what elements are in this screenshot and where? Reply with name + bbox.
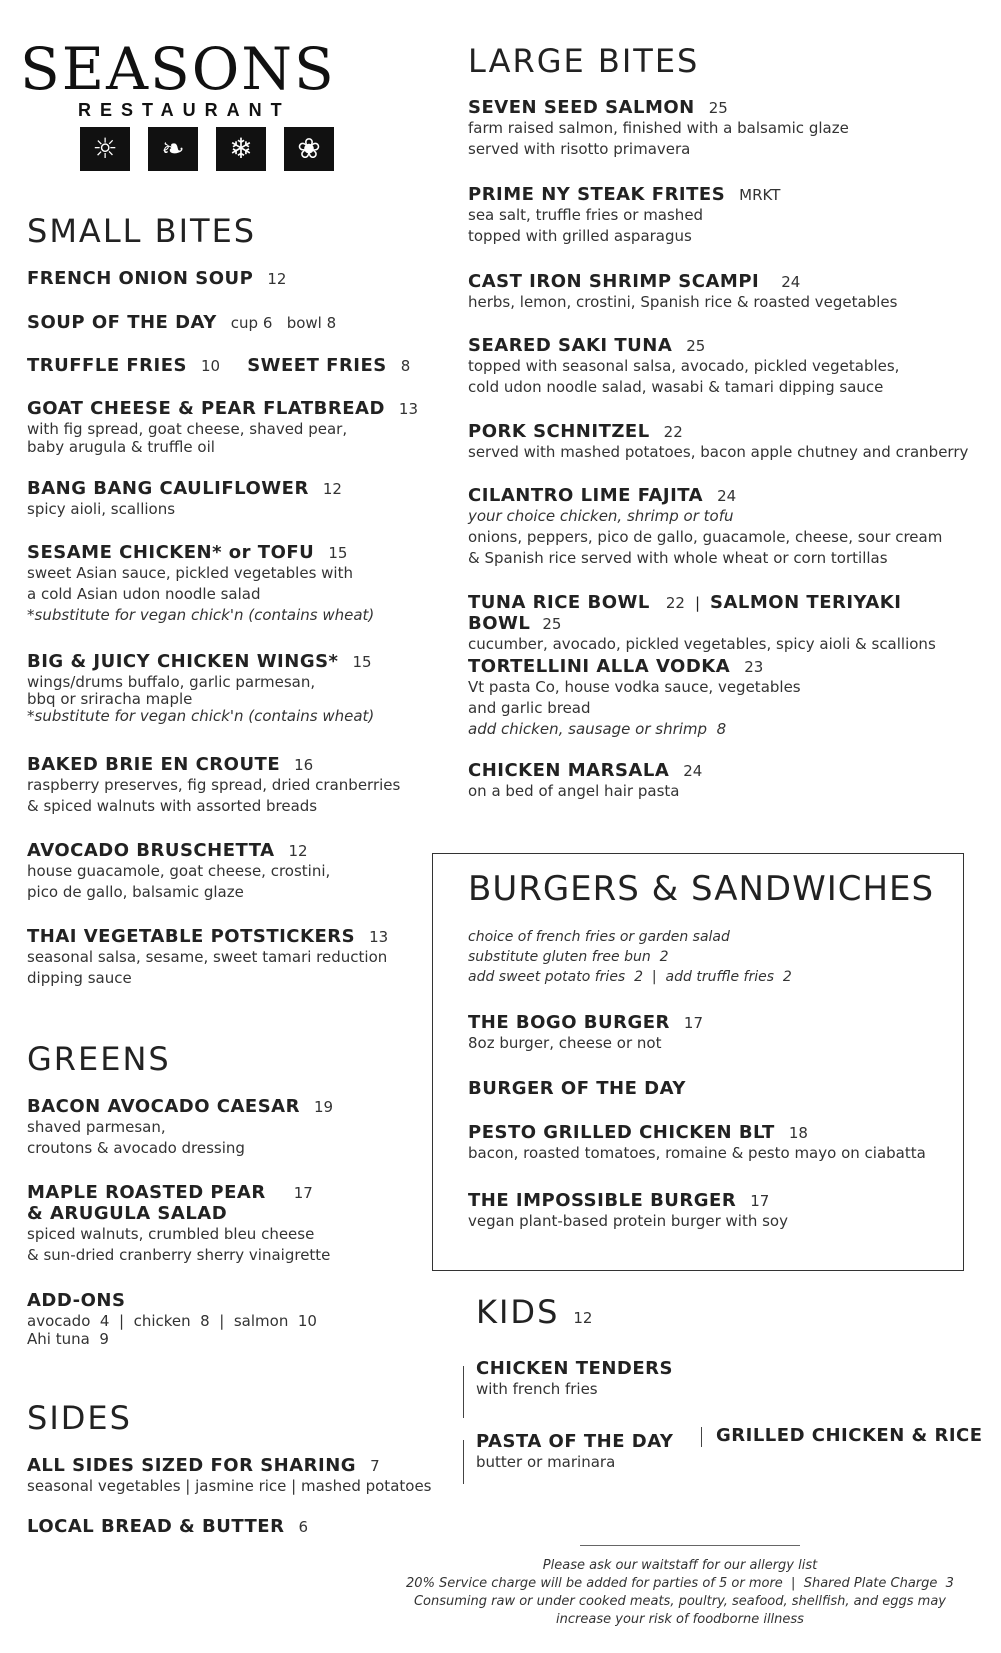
item-price: 8 — [400, 357, 411, 375]
item-desc: sweet Asian sauce, pickled vegetables with — [27, 564, 353, 582]
menu-item — [27, 754, 447, 817]
menu-item — [468, 421, 978, 463]
logo-wordmark: SEASONS — [20, 35, 336, 103]
item-price: 25 — [542, 615, 562, 633]
item-price: 24 — [683, 762, 703, 780]
item-name: ALL SIDES SIZED FOR SHARING — [27, 1455, 357, 1476]
item-name: AVOCADO BRUSCHETTA — [27, 840, 275, 861]
item-desc: topped with grilled asparagus — [468, 227, 692, 245]
item-desc: avocado 4 | chicken 8 | salmon 10 — [27, 1312, 317, 1330]
item-note: *substitute for vegan chick'n (contains wheat) — [27, 606, 375, 624]
item-price: MRKT — [739, 186, 781, 204]
item-price: 12 — [267, 270, 287, 288]
item-price: 19 — [313, 1098, 334, 1116]
menu-item — [468, 485, 978, 569]
item-desc: on a bed of angel hair pasta — [468, 782, 680, 800]
item-price: 25 — [686, 337, 706, 355]
item-desc: with fig spread, goat cheese, shaved pear, — [27, 420, 348, 438]
footer-rule — [580, 1545, 800, 1546]
item-desc: Vt pasta Co, house vodka sauce, vegetables — [468, 678, 801, 696]
item-name: CHICKEN MARSALA — [468, 760, 670, 781]
menu-item — [468, 271, 978, 313]
item-name: THAI VEGETABLE POTSTICKERS — [27, 926, 356, 947]
menu-item — [27, 840, 447, 903]
item-desc: seasonal salsa, sesame, sweet tamari reduction — [27, 948, 388, 966]
item-desc: cucumber, avocado, pickled vegetables, spicy aioli & scallions — [468, 635, 936, 653]
item-name: SESAME CHICKEN* or TOFU — [27, 542, 315, 563]
item-desc: with french fries — [476, 1380, 598, 1398]
item-desc: butter or marinara — [476, 1453, 616, 1471]
item-price: 16 — [294, 756, 314, 774]
item-price: 24 — [781, 273, 801, 291]
item-name: GRILLED CHICKEN & RICE — [716, 1425, 983, 1446]
item-desc: sea salt, truffle fries or mashed — [468, 206, 704, 224]
item-desc: & sun-dried cranberry sherry vinaigrette — [27, 1246, 331, 1264]
item-note: *substitute for vegan chick'n (contains wheat) — [27, 707, 375, 725]
item-name: PORK SCHNITZEL — [468, 421, 650, 442]
item-name: BANG BANG CAULIFLOWER — [27, 478, 309, 499]
menu-item — [27, 312, 447, 333]
item-price: 22 — [665, 594, 685, 612]
item-price: 18 — [788, 1124, 808, 1142]
menu-item — [468, 656, 978, 740]
item-name: CILANTRO LIME FAJITA — [468, 485, 704, 506]
menu-item — [27, 1182, 447, 1266]
menu-item — [468, 335, 978, 398]
item-price: 12 — [322, 480, 342, 498]
item-price: 25 — [708, 99, 728, 117]
flower-icon: ❀ — [284, 127, 334, 171]
item-name: BURGER OF THE DAY — [468, 1078, 686, 1099]
menu-item — [468, 1078, 978, 1099]
sides-heading: SIDES — [27, 1399, 132, 1437]
menu-item — [476, 1431, 726, 1473]
footer-line: increase your risk of foodborne illness — [556, 1612, 804, 1627]
item-name: SEVEN SEED SALMON — [468, 97, 695, 118]
item-desc: and garlic bread — [468, 699, 591, 717]
menu-item — [27, 926, 447, 989]
menu-item — [468, 1012, 978, 1054]
divider — [701, 1427, 702, 1447]
item-price: 17 — [683, 1014, 703, 1032]
item-desc: vegan plant-based protein burger with soy — [468, 1212, 788, 1230]
note-line: add sweet potato fries 2 | add truffle fries 2 — [468, 969, 792, 985]
item-desc: raspberry preserves, fig spread, dried cranberries — [27, 776, 401, 794]
kids-title: KIDS — [476, 1293, 560, 1331]
item-price: cup 6 bowl 8 — [230, 314, 337, 332]
footer-line: Consuming raw or under cooked meats, poultry, seafood, shellfish, and eggs may — [413, 1594, 947, 1609]
item-name: CAST IRON SHRIMP SCAMPI — [468, 271, 760, 292]
menu-item — [468, 97, 978, 160]
item-price: 7 — [370, 1457, 380, 1475]
item-name-line2: & ARUGULA SALAD — [27, 1203, 228, 1224]
menu-item — [468, 1190, 978, 1232]
item-desc: bbq or sriracha maple — [27, 690, 193, 708]
item-name: PRIME NY STEAK FRITES — [468, 184, 726, 205]
item-desc: served with mashed potatoes, bacon apple chutney and cranberry — [468, 443, 969, 461]
divider: | — [694, 594, 700, 612]
menu-item — [27, 478, 447, 520]
snowflake-icon: ❄ — [216, 127, 266, 171]
item-price: 15 — [352, 653, 372, 671]
item-desc: cold udon noodle salad, wasabi & tamari dipping sauce — [468, 378, 884, 396]
item-name: SWEET FRIES — [247, 355, 387, 376]
item-price: 12 — [288, 842, 308, 860]
item-desc: wings/drums buffalo, garlic parmesan, — [27, 673, 316, 691]
item-desc: bacon, roasted tomatoes, romaine & pesto mayo on ciabatta — [468, 1144, 926, 1162]
menu-item — [27, 1455, 447, 1497]
item-desc: & Spanish rice served with whole wheat or corn tortillas — [468, 549, 888, 567]
item-name: SALMON TERIYAKI BOWL — [468, 592, 902, 634]
item-desc: a cold Asian udon noodle salad — [27, 585, 261, 603]
item-desc: dipping sauce — [27, 969, 132, 987]
item-choice: your choice chicken, shrimp or tofu — [468, 507, 734, 525]
menu-item — [476, 1358, 726, 1400]
item-price: 15 — [328, 544, 348, 562]
kids-heading — [476, 1293, 592, 1331]
greens-heading: GREENS — [27, 1040, 171, 1078]
item-name: MAPLE ROASTED PEAR — [27, 1182, 266, 1203]
footer-notes — [380, 1557, 980, 1629]
menu-item — [27, 1516, 447, 1537]
item-note: add chicken, sausage or shrimp 8 — [468, 720, 727, 738]
note-line: substitute gluten free bun 2 — [468, 949, 669, 965]
item-price: 10 — [201, 357, 221, 375]
item-name: LOCAL BREAD & BUTTER — [27, 1516, 285, 1537]
item-desc: & spiced walnuts with assorted breads — [27, 797, 318, 815]
item-name: THE BOGO BURGER — [468, 1012, 670, 1033]
menu-item — [468, 760, 978, 802]
large-bites-heading: LARGE BITES — [468, 42, 700, 80]
item-desc: 8oz burger, cheese or not — [468, 1034, 662, 1052]
item-name: TRUFFLE FRIES — [27, 355, 187, 376]
item-desc: pico de gallo, balsamic glaze — [27, 883, 244, 901]
menu-item — [27, 542, 447, 626]
item-name: BAKED BRIE EN CROUTE — [27, 754, 281, 775]
item-price: 17 — [293, 1184, 313, 1202]
footer-line: 20% Service charge will be added for parties of 5 or more | Shared Plate Charge 3 — [406, 1576, 954, 1591]
menu-item — [27, 651, 447, 727]
menu-item — [27, 1290, 447, 1350]
divider — [463, 1440, 464, 1484]
burgers-heading: BURGERS & SANDWICHES — [468, 869, 935, 909]
note-line: choice of french fries or garden salad — [468, 929, 730, 945]
item-desc: onions, peppers, pico de gallo, guacamole, cheese, sour cream — [468, 528, 943, 546]
item-desc: herbs, lemon, crostini, Spanish rice & roasted vegetables — [468, 293, 898, 311]
divider — [463, 1366, 464, 1418]
item-name: PESTO GRILLED CHICKEN BLT — [468, 1122, 775, 1143]
item-name: BIG & JUICY CHICKEN WINGS* — [27, 651, 339, 672]
menu-item — [27, 355, 447, 376]
footer-line: Please ask our waitstaff for our allergy list — [542, 1558, 818, 1573]
item-desc: croutons & avocado dressing — [27, 1139, 245, 1157]
item-desc: farm raised salmon, finished with a balsamic glaze — [468, 119, 849, 137]
item-desc: Ahi tuna 9 — [27, 1330, 109, 1348]
item-desc: baby arugula & truffle oil — [27, 438, 215, 456]
kids-price: 12 — [573, 1309, 593, 1327]
item-name: SOUP OF THE DAY — [27, 312, 217, 333]
logo-subtitle: RESTAURANT — [78, 100, 291, 120]
item-name: GOAT CHEESE & PEAR FLATBREAD — [27, 398, 385, 419]
logo — [20, 35, 390, 171]
menu-item — [27, 268, 447, 289]
item-price: 17 — [750, 1192, 770, 1210]
item-price: 23 — [744, 658, 764, 676]
leaf-icon: ❧ — [148, 127, 198, 171]
sun-icon: ☼ — [80, 127, 130, 171]
menu-item — [468, 1122, 978, 1164]
item-desc: spiced walnuts, crumbled bleu cheese — [27, 1225, 315, 1243]
item-desc: house guacamole, goat cheese, crostini, — [27, 862, 331, 880]
logo-badges — [80, 127, 390, 171]
item-desc: topped with seasonal salsa, avocado, pickled vegetables, — [468, 357, 900, 375]
small-bites-heading: SMALL BITES — [27, 212, 257, 250]
item-desc: served with risotto primavera — [468, 140, 691, 158]
item-name: CHICKEN TENDERS — [476, 1358, 673, 1379]
menu-item — [468, 592, 988, 655]
item-name: ADD-ONS — [27, 1290, 126, 1311]
item-desc: spicy aioli, scallions — [27, 500, 176, 518]
item-price: 22 — [663, 423, 683, 441]
item-desc: shaved parmesan, — [27, 1118, 166, 1136]
item-name: BACON AVOCADO CAESAR — [27, 1096, 300, 1117]
item-name: SEARED SAKI TUNA — [468, 335, 673, 356]
item-name: TUNA RICE BOWL — [468, 592, 650, 613]
item-name: PASTA OF THE DAY — [476, 1431, 674, 1452]
menu-item — [27, 398, 447, 458]
item-name: TORTELLINI ALLA VODKA — [468, 656, 731, 677]
item-name: FRENCH ONION SOUP — [27, 268, 254, 289]
menu-item — [716, 1425, 986, 1446]
item-price: 24 — [717, 487, 737, 505]
item-name: THE IMPOSSIBLE BURGER — [468, 1190, 737, 1211]
item-price: 13 — [369, 928, 389, 946]
item-price: 6 — [298, 1518, 308, 1536]
item-price: 13 — [398, 400, 418, 418]
item-desc: seasonal vegetables | jasmine rice | mashed potatoes — [27, 1477, 432, 1495]
menu-item — [27, 1096, 447, 1159]
menu-item — [468, 184, 978, 247]
burgers-notes — [468, 927, 978, 987]
